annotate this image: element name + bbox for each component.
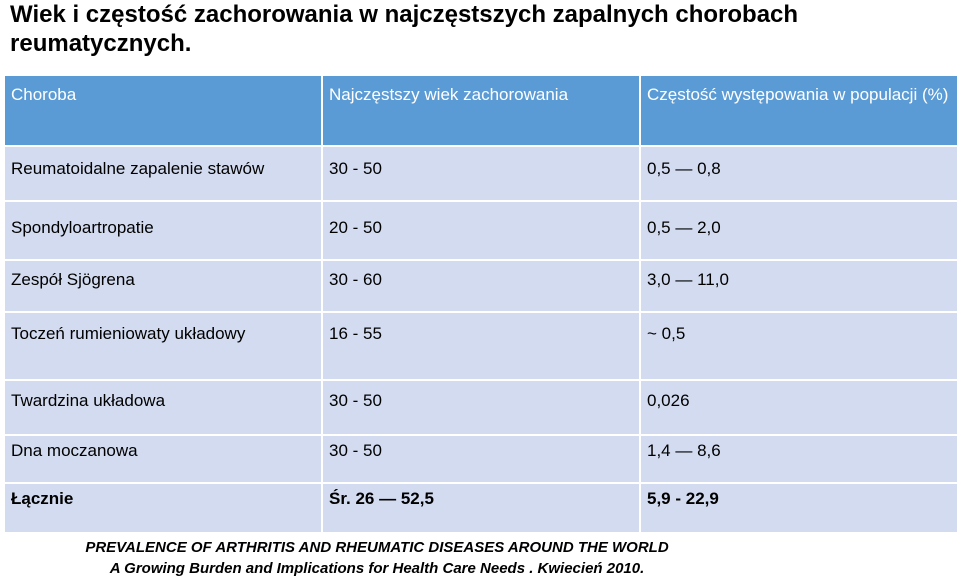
source-title: PREVALENCE OF ARTHRITIS AND RHEUMATIC DISEASES AROUND THE WORLD: [85, 539, 669, 556]
cell-onset-age: 30 - 50: [322, 146, 640, 201]
total-label: Łącznie: [4, 483, 322, 533]
cell-onset-age: 30 - 50: [322, 380, 640, 435]
table-row: [4, 260, 958, 312]
cell-onset-age: 20 - 50: [322, 201, 640, 260]
cell-prevalence: 0,5 — 0,8: [640, 146, 958, 201]
cell-prevalence: 0,5 — 2,0: [640, 201, 958, 260]
total-prevalence: 5,9 - 22,9: [640, 483, 958, 533]
cell-disease: Reumatoidalne zapalenie stawów: [4, 146, 322, 201]
cell-prevalence: 0,026: [640, 380, 958, 435]
table-header-row: [4, 75, 958, 146]
cell-disease: Spondyloartropatie: [4, 201, 322, 260]
disease-table: [3, 74, 959, 534]
source-subtitle: A Growing Burden and Implications for Health Care Needs . Kwiecień 2010.: [109, 560, 645, 577]
cell-disease: Zespół Sjögrena: [4, 260, 322, 312]
table-row: [4, 312, 958, 380]
table-row: [4, 435, 958, 483]
header-disease: Choroba: [4, 75, 322, 146]
cell-prevalence: 1,4 — 8,6: [640, 435, 958, 483]
cell-prevalence: ~ 0,5: [640, 312, 958, 380]
header-onset-age: Najczęstszy wiek zachorowania: [322, 75, 640, 146]
cell-prevalence: 3,0 — 11,0: [640, 260, 958, 312]
slide-title: Wiek i częstość zachorowania w najczęstszych zapalnych chorobach reumatycznych.: [10, 1, 799, 57]
total-row: [4, 483, 958, 533]
table-row: [4, 201, 958, 260]
cell-disease: Toczeń rumieniowaty układowy: [4, 312, 322, 380]
table-row: [4, 380, 958, 435]
header-prevalence: Częstość występowania w populacji (%): [640, 75, 958, 146]
total-onset-age: Śr. 26 — 52,5: [322, 483, 640, 533]
cell-disease: Twardzina układowa: [4, 380, 322, 435]
table-row: [4, 146, 958, 201]
cell-onset-age: 30 - 60: [322, 260, 640, 312]
cell-onset-age: 16 - 55: [322, 312, 640, 380]
cell-onset-age: 30 - 50: [322, 435, 640, 483]
cell-disease: Dna moczanowa: [4, 435, 322, 483]
